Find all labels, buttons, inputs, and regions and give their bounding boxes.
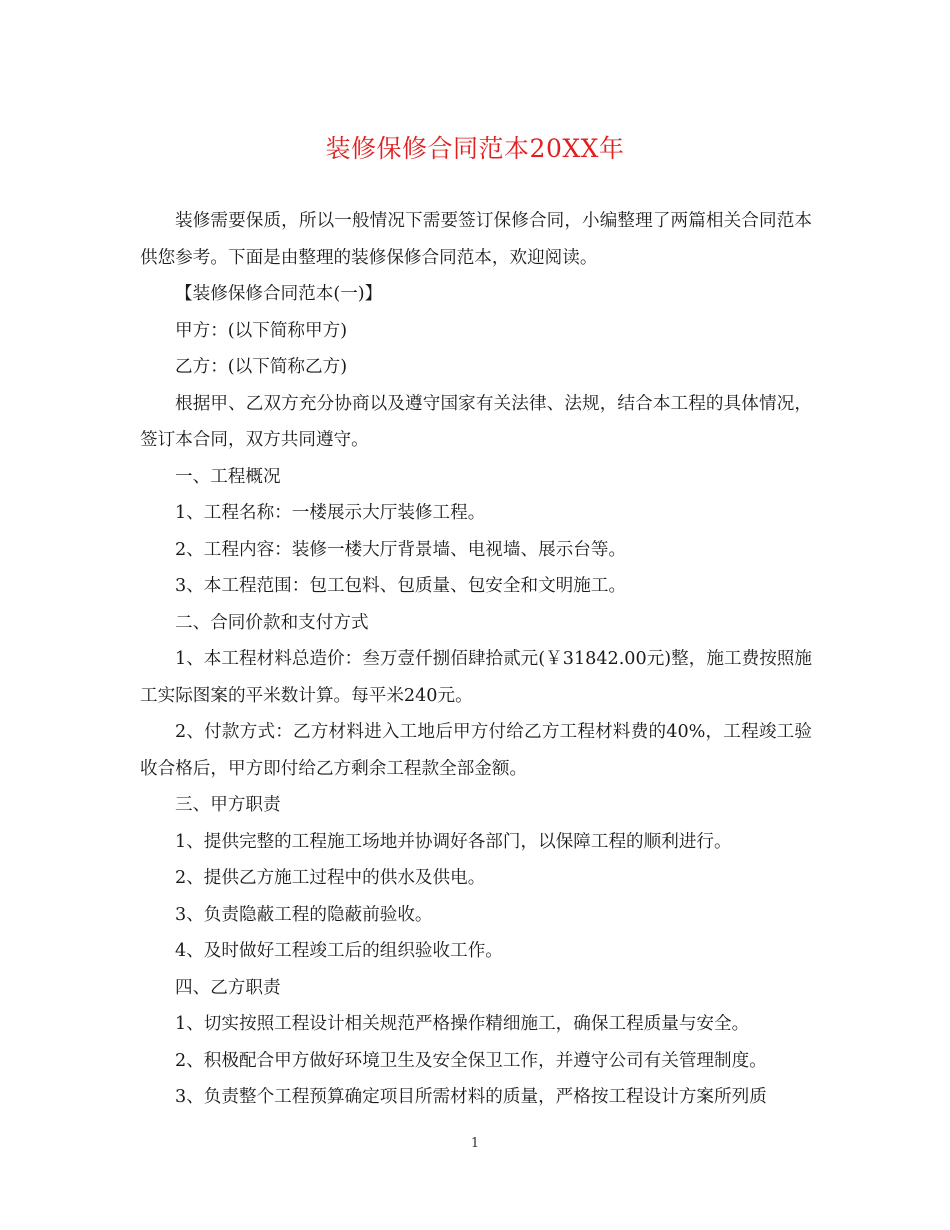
section-heading-party-a-duties: 三、甲方职责: [175, 795, 281, 815]
paragraph-party-b-duty-1: 1、切实按照工程设计相关规范严格操作精细施工，确保工程质量与安全。: [175, 1014, 750, 1034]
paragraph-party-a: 甲方：(以下简称甲方): [175, 320, 348, 341]
paragraph-total-cost: 1、本工程材料总造价：叁万壹仟捌佰肆拾贰元(￥31842.00元)整，施工费按照施工实际图案的平米数计算。每平米240元。: [140, 649, 812, 706]
paragraph-project-scope: 3、本工程范围：包工包料、包质量、包安全和文明施工。: [175, 576, 627, 596]
paragraph-intro: 装修需要保质，所以一般情况下需要签订保修合同，小编整理了两篇相关合同范本供您参考。下面是由整理的装修保修合同范本，欢迎阅读。: [140, 211, 812, 268]
section-heading-project-overview: 一、工程概况: [175, 466, 281, 487]
paragraph-party-a-duty-3: 3、负责隐蔽工程的隐蔽前验收。: [175, 904, 433, 925]
document-title: 装修保修合同范本20XX年: [325, 134, 625, 163]
page-number: 1: [470, 1136, 480, 1151]
paragraph-party-a-duty-4: 4、及时做好工程竣工后的组织验收工作。: [175, 941, 503, 961]
paragraph-contract-heading: 【装修保修合同范本(一)】: [175, 284, 383, 304]
paragraph-project-content: 2、工程内容：装修一楼大厅背景墙、电视墙、展示台等。: [175, 539, 627, 560]
document-body: [140, 203, 812, 1116]
section-heading-party-b-duties: 四、乙方职责: [175, 977, 281, 998]
paragraph-party-b: 乙方：(以下简称乙方): [175, 357, 348, 377]
paragraph-party-b-duty-2: 2、积极配合甲方做好环境卫生及安全保卫工作，并遵守公司有关管理制度。: [175, 1050, 767, 1071]
paragraph-payment-method: 2、付款方式：乙方材料进入工地后甲方付给乙方工程材料费的40%，工程竣工验收合格后，甲方即付给乙方剩余工程款全部金额。: [140, 722, 812, 779]
paragraph-party-a-duty-1: 1、提供完整的工程施工场地并协调好各部门，以保障工程的顺利进行。: [175, 831, 732, 852]
paragraph-agreement-basis: 根据甲、乙双方充分协商以及遵守国家有关法律、法规，结合本工程的具体情况，签订本合同，双方共同遵守。: [140, 393, 812, 450]
paragraph-party-a-duty-2: 2、提供乙方施工过程中的供水及供电。: [175, 868, 486, 888]
section-heading-price-payment: 二、合同价款和支付方式: [175, 612, 369, 633]
paragraph-party-b-duty-3: 3、负责整个工程预算确定项目所需材料的质量，严格按工程设计方案所列质: [175, 1087, 767, 1107]
paragraph-project-name: 1、工程名称：一楼展示大厅装修工程。: [175, 503, 486, 523]
